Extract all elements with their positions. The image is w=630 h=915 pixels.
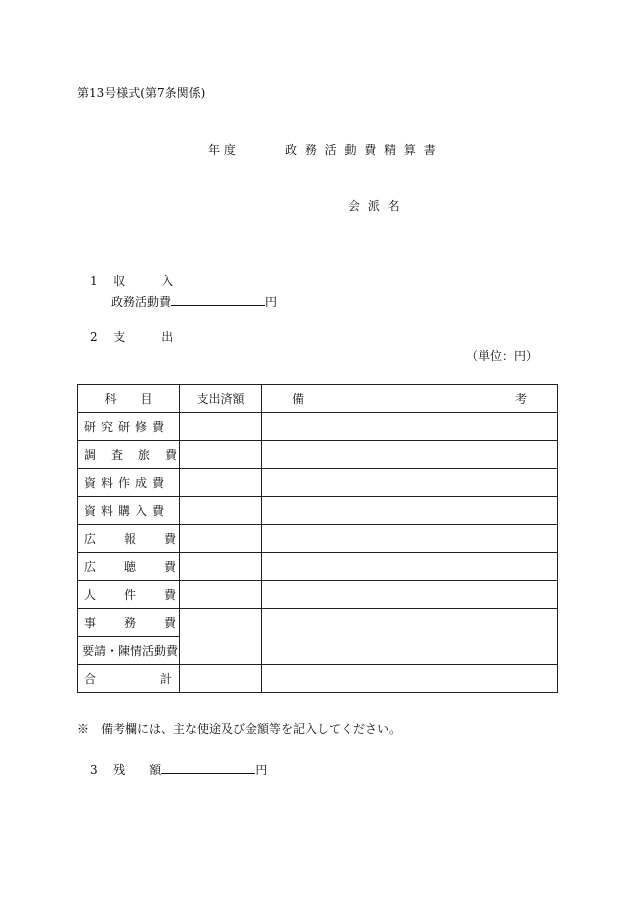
total-remarks-cell[interactable] (262, 665, 558, 693)
amount-cell[interactable] (180, 469, 262, 497)
row-label-office: 事務費 (78, 609, 180, 637)
section1-income-line (111, 293, 277, 309)
remarks-cell[interactable] (262, 413, 558, 441)
section2-label: 支 出 (113, 330, 174, 344)
balance-unit: 円 (255, 763, 268, 777)
row-label-publicity: 広報費 (78, 525, 180, 553)
table-row (78, 581, 558, 609)
amount-cell[interactable] (180, 413, 262, 441)
table-row-total (78, 665, 558, 693)
remarks-note: ※ 備考欄には、主な使途及び金額等を記入してください。 (77, 722, 402, 736)
remarks-cell[interactable] (262, 581, 558, 609)
table-row (78, 469, 558, 497)
document-title: 政 務 活 動 費 精 算 書 (285, 143, 438, 157)
header-subject: 科 目 (78, 385, 180, 413)
unit-note: （単位：円） (466, 349, 539, 363)
row-label-total: 合計 (78, 665, 180, 693)
balance-amount-field[interactable] (161, 761, 255, 774)
section1-number: 1 (90, 274, 98, 288)
income-amount-field[interactable] (171, 293, 265, 306)
income-unit: 円 (265, 295, 278, 309)
row-label-research: 研究研修費 (78, 413, 180, 441)
section2-heading (90, 330, 173, 344)
table-row (78, 609, 558, 637)
header-remarks (262, 385, 558, 413)
form-number: 第13号様式(第7条関係) (77, 86, 206, 100)
table-row (78, 413, 558, 441)
remarks-cell[interactable] (262, 525, 558, 553)
amount-cell[interactable] (180, 497, 262, 525)
income-item-label: 政務活動費 (111, 295, 172, 309)
section3-balance-line (90, 761, 267, 777)
title-year: 年 度 (208, 143, 236, 157)
faction-name-label: 会 派 名 (348, 199, 402, 213)
remarks-cell[interactable] (262, 441, 558, 469)
table-row (78, 497, 558, 525)
expense-table (77, 384, 558, 693)
remarks-cell[interactable] (262, 553, 558, 581)
section2-number: 2 (90, 330, 98, 344)
row-label-petition: 要請・陳情活動費 (78, 637, 180, 665)
remarks-cell[interactable] (262, 497, 558, 525)
row-label-materials-creation: 資料作成費 (78, 469, 180, 497)
table-row (78, 553, 558, 581)
table-row (78, 525, 558, 553)
section1-label: 収 入 (113, 274, 174, 288)
row-label-hearing: 広聴費 (78, 553, 180, 581)
header-remarks-left: 備 (292, 392, 305, 406)
section1-heading (90, 274, 173, 288)
row-label-travel: 調査旅費 (78, 441, 180, 469)
remarks-cell[interactable] (262, 609, 558, 665)
table-header-row (78, 385, 558, 413)
section3-label: 残 額 (113, 763, 162, 777)
table-row (78, 441, 558, 469)
header-remarks-right: 考 (514, 392, 527, 406)
section3-number: 3 (90, 763, 98, 777)
header-amount: 支出済額 (180, 385, 262, 413)
row-label-personnel: 人件費 (78, 581, 180, 609)
remarks-cell[interactable] (262, 469, 558, 497)
row-label-materials-purchase: 資料購入費 (78, 497, 180, 525)
